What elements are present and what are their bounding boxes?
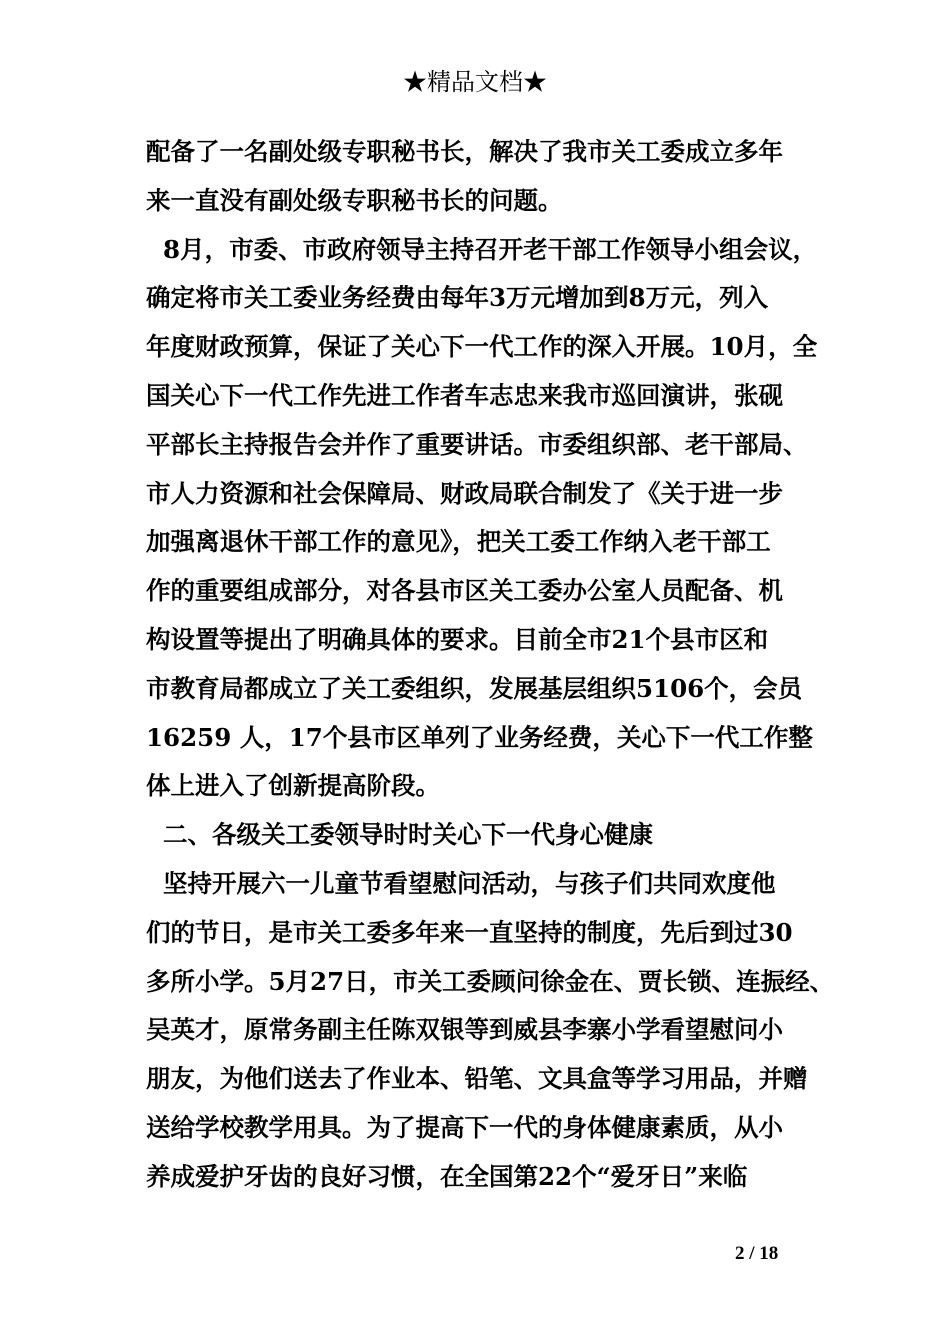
text-line: 吴英才，原常务副主任陈双银等到威县李寨小学看望慰问小 bbox=[146, 1015, 783, 1045]
text-line: 作的重要组成部分，对各县市区关工委办公室人员配备、机 bbox=[146, 576, 783, 606]
document-body bbox=[146, 128, 835, 1202]
text-line: 8月，市委、市政府领导主持召开老干部工作领导小组会议， bbox=[146, 234, 818, 264]
text-line: 们的节日，是市关工委多年来一直坚持的制度，先后到过30 bbox=[146, 917, 793, 947]
text-line: 朋友，为他们送去了作业本、铅笔、文具盒等学习用品，并赠 bbox=[146, 1064, 808, 1094]
text-line: 构设置等提出了明确具体的要求。目前全市21个县市区和 bbox=[146, 624, 769, 654]
text-line: 来一直没有副处级专职秘书长的问题。 bbox=[146, 185, 563, 215]
text-line: 年度财政预算，保证了关心下一代工作的深入开展。10月，全 bbox=[146, 332, 818, 362]
text-line: 国关心下一代工作先进工作者车志忠来我市巡回演讲，张砚 bbox=[146, 380, 783, 410]
text-line: 多所小学。5月27日，市关工委顾问徐金在、贾长锁、连振经、 bbox=[146, 966, 835, 996]
text-line: 坚持开展六一儿童节看望慰问活动，与孩子们共同欢度他 bbox=[146, 868, 776, 898]
text-line: 确定将市关工委业务经费由每年3万元增加到8万元，列入 bbox=[146, 283, 769, 313]
page-number: 2 / 18 bbox=[735, 1243, 779, 1264]
text-line: 送给学校教学用具。为了提高下一代的身体健康素质，从小 bbox=[146, 1112, 783, 1142]
page-header-title: ★精品文档★ bbox=[403, 68, 547, 96]
text-line: 养成爱护牙齿的良好习惯，在全国第22个“爱牙日”来临 bbox=[146, 1161, 748, 1191]
text-line: 市教育局都成立了关工委组织，发展基层组织5106个，会员 bbox=[146, 673, 803, 703]
text-line: 配备了一名副处级专职秘书长，解决了我市关工委成立多年 bbox=[146, 137, 783, 166]
text-line: 加强离退休干部工作的意见》，把关工委工作纳入老干部工 bbox=[146, 527, 771, 557]
text-line: 体上进入了创新提高阶段。 bbox=[146, 771, 440, 801]
text-line: 16259 人，17个县市区单列了业务经费，关心下一代工作整 bbox=[146, 722, 813, 752]
section-heading: 二、各级关工委领导时时关心下一代身心健康 bbox=[146, 820, 654, 850]
text-line: 市人力资源和社会保障局、财政局联合制发了《关于进一步 bbox=[146, 478, 783, 508]
text-line: 平部长主持报告会并作了重要讲话。市委组织部、老干部局、 bbox=[146, 429, 808, 459]
